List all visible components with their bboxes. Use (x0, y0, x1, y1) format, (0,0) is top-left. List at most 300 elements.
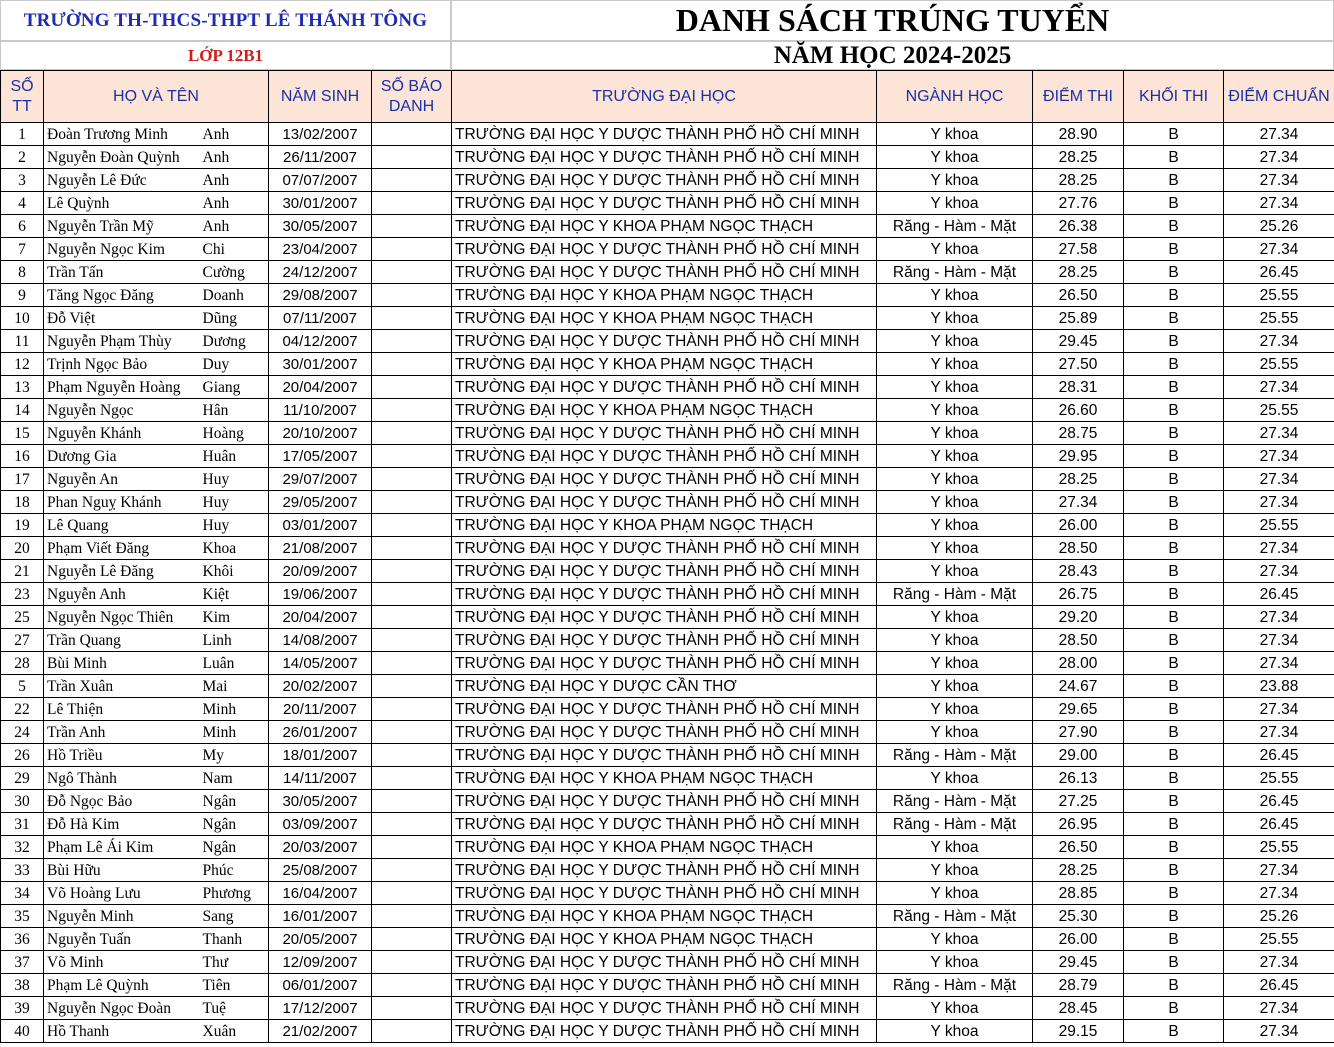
cell-score: 27.58 (1033, 238, 1124, 261)
cell-stt: 29 (1, 767, 44, 790)
cell-block: B (1124, 836, 1224, 859)
cell-block: B (1124, 284, 1224, 307)
cell-family-name: Đỗ Ngọc Bảo (44, 790, 201, 813)
cell-given-name: Ngân (201, 790, 269, 813)
col-header-block: KHỐI THI (1124, 71, 1224, 123)
cell-family-name: Nguyễn Minh (44, 905, 201, 928)
cell-birthdate: 03/09/2007 (269, 813, 372, 836)
cell-cutoff: 25.55 (1224, 767, 1334, 790)
cell-birthdate: 29/07/2007 (269, 468, 372, 491)
cell-family-name: Tăng Ngọc Đăng (44, 284, 201, 307)
table-row (1, 859, 1334, 882)
cell-cutoff: 25.26 (1224, 215, 1334, 238)
cell-major: Y khoa (877, 284, 1033, 307)
cell-score: 28.75 (1033, 422, 1124, 445)
cell-score: 28.50 (1033, 629, 1124, 652)
cell-cutoff: 27.34 (1224, 146, 1334, 169)
cell-candidate-number (372, 468, 452, 491)
cell-given-name: Ngân (201, 813, 269, 836)
cell-stt: 34 (1, 882, 44, 905)
cell-family-name: Phạm Viết Đăng (44, 537, 201, 560)
cell-university: TRƯỜNG ĐẠI HỌC Y DƯỢC THÀNH PHỐ HỒ CHÍ MINH (452, 261, 877, 284)
cell-block: B (1124, 330, 1224, 353)
cell-score: 29.45 (1033, 951, 1124, 974)
cell-given-name: Huy (201, 468, 269, 491)
cell-given-name: Hân (201, 399, 269, 422)
cell-stt: 23 (1, 583, 44, 606)
cell-stt: 5 (1, 675, 44, 698)
cell-candidate-number (372, 284, 452, 307)
cell-cutoff: 27.34 (1224, 859, 1334, 882)
school-name: TRƯỜNG TH-THCS-THPT LÊ THÁNH TÔNG (0, 0, 451, 41)
cell-candidate-number (372, 583, 452, 606)
col-header-major: NGÀNH HỌC (877, 71, 1033, 123)
table-row (1, 422, 1334, 445)
cell-candidate-number (372, 123, 452, 146)
cell-major: Y khoa (877, 192, 1033, 215)
cell-candidate-number (372, 445, 452, 468)
cell-given-name: Sang (201, 905, 269, 928)
table-header-row (1, 71, 1334, 123)
cell-given-name: Anh (201, 192, 269, 215)
cell-university: TRƯỜNG ĐẠI HỌC Y DƯỢC THÀNH PHỐ HỒ CHÍ MINH (452, 744, 877, 767)
cell-stt: 14 (1, 399, 44, 422)
cell-major: Y khoa (877, 836, 1033, 859)
table-row (1, 974, 1334, 997)
class-label: LỚP 12B1 (0, 41, 451, 70)
cell-family-name: Bùi Minh (44, 652, 201, 675)
cell-block: B (1124, 192, 1224, 215)
cell-family-name: Nguyễn Phạm Thùy (44, 330, 201, 353)
cell-major: Y khoa (877, 238, 1033, 261)
col-header-name: HỌ VÀ TÊN (44, 71, 269, 123)
cell-cutoff: 26.45 (1224, 583, 1334, 606)
cell-major: Răng - Hàm - Mặt (877, 813, 1033, 836)
cell-cutoff: 27.34 (1224, 606, 1334, 629)
table-row (1, 514, 1334, 537)
cell-university: TRƯỜNG ĐẠI HỌC Y KHOA PHẠM NGỌC THẠCH (452, 284, 877, 307)
cell-family-name: Nguyễn Đoàn Quỳnh (44, 146, 201, 169)
cell-given-name: Doanh (201, 284, 269, 307)
cell-cutoff: 27.34 (1224, 491, 1334, 514)
cell-block: B (1124, 376, 1224, 399)
cell-major: Y khoa (877, 514, 1033, 537)
cell-score: 28.25 (1033, 859, 1124, 882)
cell-major: Y khoa (877, 445, 1033, 468)
cell-block: B (1124, 583, 1224, 606)
cell-score: 27.76 (1033, 192, 1124, 215)
cell-block: B (1124, 353, 1224, 376)
cell-block: B (1124, 767, 1224, 790)
cell-major: Y khoa (877, 537, 1033, 560)
cell-candidate-number (372, 560, 452, 583)
cell-cutoff: 27.34 (1224, 629, 1334, 652)
table-row (1, 583, 1334, 606)
cell-score: 27.34 (1033, 491, 1124, 514)
cell-candidate-number (372, 261, 452, 284)
table-row (1, 560, 1334, 583)
cell-score: 26.00 (1033, 928, 1124, 951)
cell-stt: 1 (1, 123, 44, 146)
cell-family-name: Ngô Thành (44, 767, 201, 790)
cell-stt: 39 (1, 997, 44, 1020)
cell-family-name: Đỗ Hà Kim (44, 813, 201, 836)
cell-given-name: Duy (201, 353, 269, 376)
table-row (1, 1020, 1334, 1043)
cell-birthdate: 21/02/2007 (269, 1020, 372, 1043)
table-row (1, 652, 1334, 675)
cell-given-name: Dương (201, 330, 269, 353)
cell-block: B (1124, 307, 1224, 330)
cell-stt: 4 (1, 192, 44, 215)
cell-block: B (1124, 399, 1224, 422)
cell-major: Y khoa (877, 721, 1033, 744)
cell-major: Răng - Hàm - Mặt (877, 974, 1033, 997)
cell-birthdate: 26/01/2007 (269, 721, 372, 744)
cell-birthdate: 21/08/2007 (269, 537, 372, 560)
table-row (1, 744, 1334, 767)
cell-birthdate: 03/01/2007 (269, 514, 372, 537)
cell-university: TRƯỜNG ĐẠI HỌC Y DƯỢC THÀNH PHỐ HỒ CHÍ MINH (452, 583, 877, 606)
cell-university: TRƯỜNG ĐẠI HỌC Y DƯỢC THÀNH PHỐ HỒ CHÍ MINH (452, 606, 877, 629)
cell-major: Y khoa (877, 951, 1033, 974)
cell-given-name: Phúc (201, 859, 269, 882)
cell-cutoff: 27.34 (1224, 422, 1334, 445)
cell-block: B (1124, 445, 1224, 468)
cell-score: 28.79 (1033, 974, 1124, 997)
col-header-university: TRƯỜNG ĐẠI HỌC (452, 71, 877, 123)
cell-candidate-number (372, 376, 452, 399)
cell-stt: 15 (1, 422, 44, 445)
cell-major: Y khoa (877, 652, 1033, 675)
cell-score: 26.38 (1033, 215, 1124, 238)
cell-given-name: Anh (201, 215, 269, 238)
cell-major: Răng - Hàm - Mặt (877, 583, 1033, 606)
cell-birthdate: 20/04/2007 (269, 376, 372, 399)
cell-given-name: Minh (201, 698, 269, 721)
cell-family-name: Nguyễn An (44, 468, 201, 491)
cell-university: TRƯỜNG ĐẠI HỌC Y DƯỢC THÀNH PHỐ HỒ CHÍ MINH (452, 813, 877, 836)
table-row (1, 905, 1334, 928)
cell-birthdate: 20/02/2007 (269, 675, 372, 698)
table-row (1, 284, 1334, 307)
cell-family-name: Trần Anh (44, 721, 201, 744)
cell-birthdate: 23/04/2007 (269, 238, 372, 261)
cell-university: TRƯỜNG ĐẠI HỌC Y DƯỢC THÀNH PHỐ HỒ CHÍ MINH (452, 422, 877, 445)
cell-score: 26.95 (1033, 813, 1124, 836)
cell-score: 28.25 (1033, 169, 1124, 192)
cell-family-name: Nguyễn Lê Đăng (44, 560, 201, 583)
table-row (1, 146, 1334, 169)
cell-cutoff: 27.34 (1224, 537, 1334, 560)
cell-birthdate: 06/01/2007 (269, 974, 372, 997)
cell-major: Y khoa (877, 307, 1033, 330)
cell-stt: 36 (1, 928, 44, 951)
cell-block: B (1124, 238, 1224, 261)
cell-family-name: Trịnh Ngọc Bảo (44, 353, 201, 376)
cell-given-name: Linh (201, 629, 269, 652)
cell-birthdate: 20/10/2007 (269, 422, 372, 445)
col-header-birth: NĂM SINH (269, 71, 372, 123)
cell-family-name: Lê Quang (44, 514, 201, 537)
cell-family-name: Nguyễn Ngọc Đoàn (44, 997, 201, 1020)
cell-family-name: Phạm Lê Ái Kim (44, 836, 201, 859)
cell-cutoff: 27.34 (1224, 123, 1334, 146)
cell-stt: 38 (1, 974, 44, 997)
cell-birthdate: 24/12/2007 (269, 261, 372, 284)
cell-stt: 18 (1, 491, 44, 514)
cell-block: B (1124, 698, 1224, 721)
cell-given-name: Kim (201, 606, 269, 629)
cell-university: TRƯỜNG ĐẠI HỌC Y DƯỢC THÀNH PHỐ HỒ CHÍ MINH (452, 698, 877, 721)
cell-given-name: Tuệ (201, 997, 269, 1020)
cell-cutoff: 27.34 (1224, 997, 1334, 1020)
cell-given-name: Khoa (201, 537, 269, 560)
cell-stt: 2 (1, 146, 44, 169)
cell-university: TRƯỜNG ĐẠI HỌC Y DƯỢC THÀNH PHỐ HỒ CHÍ MINH (452, 974, 877, 997)
cell-major: Răng - Hàm - Mặt (877, 215, 1033, 238)
cell-family-name: Hồ Triều (44, 744, 201, 767)
cell-score: 26.00 (1033, 514, 1124, 537)
cell-given-name: My (201, 744, 269, 767)
cell-university: TRƯỜNG ĐẠI HỌC Y KHOA PHẠM NGỌC THẠCH (452, 514, 877, 537)
cell-birthdate: 04/12/2007 (269, 330, 372, 353)
cell-cutoff: 25.55 (1224, 399, 1334, 422)
cell-block: B (1124, 859, 1224, 882)
cell-university: TRƯỜNG ĐẠI HỌC Y DƯỢC THÀNH PHỐ HỒ CHÍ MINH (452, 491, 877, 514)
table-row (1, 399, 1334, 422)
cell-candidate-number (372, 790, 452, 813)
table-row (1, 790, 1334, 813)
cell-block: B (1124, 491, 1224, 514)
cell-university: TRƯỜNG ĐẠI HỌC Y DƯỢC CẦN THƠ (452, 675, 877, 698)
cell-birthdate: 30/05/2007 (269, 215, 372, 238)
cell-candidate-number (372, 399, 452, 422)
cell-birthdate: 13/02/2007 (269, 123, 372, 146)
cell-major: Răng - Hàm - Mặt (877, 790, 1033, 813)
cell-family-name: Phạm Nguyễn Hoàng (44, 376, 201, 399)
cell-stt: 12 (1, 353, 44, 376)
cell-cutoff: 25.55 (1224, 307, 1334, 330)
cell-score: 28.43 (1033, 560, 1124, 583)
cell-major: Răng - Hàm - Mặt (877, 905, 1033, 928)
cell-university: TRƯỜNG ĐẠI HỌC Y KHOA PHẠM NGỌC THẠCH (452, 836, 877, 859)
cell-given-name: Mai (201, 675, 269, 698)
cell-university: TRƯỜNG ĐẠI HỌC Y DƯỢC THÀNH PHỐ HỒ CHÍ MINH (452, 146, 877, 169)
cell-candidate-number (372, 1020, 452, 1043)
cell-score: 28.25 (1033, 146, 1124, 169)
cell-stt: 20 (1, 537, 44, 560)
cell-score: 28.45 (1033, 997, 1124, 1020)
page-title: DANH SÁCH TRÚNG TUYỂN (451, 0, 1334, 41)
table-row (1, 629, 1334, 652)
cell-birthdate: 17/05/2007 (269, 445, 372, 468)
cell-family-name: Đỗ Việt (44, 307, 201, 330)
cell-candidate-number (372, 813, 452, 836)
cell-birthdate: 30/01/2007 (269, 192, 372, 215)
cell-university: TRƯỜNG ĐẠI HỌC Y KHOA PHẠM NGỌC THẠCH (452, 928, 877, 951)
cell-major: Răng - Hàm - Mặt (877, 744, 1033, 767)
cell-stt: 26 (1, 744, 44, 767)
cell-block: B (1124, 813, 1224, 836)
cell-stt: 25 (1, 606, 44, 629)
cell-candidate-number (372, 928, 452, 951)
cell-cutoff: 27.34 (1224, 192, 1334, 215)
cell-family-name: Trần Quang (44, 629, 201, 652)
cell-cutoff: 27.34 (1224, 169, 1334, 192)
cell-block: B (1124, 721, 1224, 744)
cell-score: 29.65 (1033, 698, 1124, 721)
cell-cutoff: 26.45 (1224, 813, 1334, 836)
cell-stt: 21 (1, 560, 44, 583)
cell-candidate-number (372, 353, 452, 376)
cell-candidate-number (372, 606, 452, 629)
cell-score: 29.00 (1033, 744, 1124, 767)
cell-candidate-number (372, 514, 452, 537)
cell-block: B (1124, 675, 1224, 698)
cell-stt: 30 (1, 790, 44, 813)
cell-given-name: Luân (201, 652, 269, 675)
cell-birthdate: 14/05/2007 (269, 652, 372, 675)
cell-birthdate: 12/09/2007 (269, 951, 372, 974)
cell-score: 28.90 (1033, 123, 1124, 146)
cell-university: TRƯỜNG ĐẠI HỌC Y DƯỢC THÀNH PHỐ HỒ CHÍ MINH (452, 238, 877, 261)
cell-given-name: Tiên (201, 974, 269, 997)
cell-birthdate: 20/05/2007 (269, 928, 372, 951)
cell-major: Y khoa (877, 123, 1033, 146)
cell-university: TRƯỜNG ĐẠI HỌC Y KHOA PHẠM NGỌC THẠCH (452, 767, 877, 790)
cell-score: 28.50 (1033, 537, 1124, 560)
cell-candidate-number (372, 215, 452, 238)
cell-stt: 28 (1, 652, 44, 675)
table-row (1, 882, 1334, 905)
cell-family-name: Nguyễn Anh (44, 583, 201, 606)
cell-family-name: Lê Thiện (44, 698, 201, 721)
cell-major: Y khoa (877, 376, 1033, 399)
cell-university: TRƯỜNG ĐẠI HỌC Y DƯỢC THÀNH PHỐ HỒ CHÍ MINH (452, 882, 877, 905)
cell-given-name: Cường (201, 261, 269, 284)
table-row (1, 698, 1334, 721)
table-row (1, 215, 1334, 238)
cell-cutoff: 23.88 (1224, 675, 1334, 698)
cell-cutoff: 25.55 (1224, 514, 1334, 537)
cell-cutoff: 25.55 (1224, 353, 1334, 376)
cell-score: 29.15 (1033, 1020, 1124, 1043)
cell-given-name: Anh (201, 123, 269, 146)
table-row (1, 192, 1334, 215)
cell-major: Y khoa (877, 491, 1033, 514)
cell-cutoff: 27.34 (1224, 560, 1334, 583)
cell-university: TRƯỜNG ĐẠI HỌC Y DƯỢC THÀNH PHỐ HỒ CHÍ MINH (452, 445, 877, 468)
cell-family-name: Bùi Hữu (44, 859, 201, 882)
cell-university: TRƯỜNG ĐẠI HỌC Y KHOA PHẠM NGỌC THẠCH (452, 215, 877, 238)
cell-birthdate: 25/08/2007 (269, 859, 372, 882)
cell-university: TRƯỜNG ĐẠI HỌC Y DƯỢC THÀNH PHỐ HỒ CHÍ MINH (452, 997, 877, 1020)
cell-university: TRƯỜNG ĐẠI HỌC Y DƯỢC THÀNH PHỐ HỒ CHÍ MINH (452, 1020, 877, 1043)
cell-birthdate: 26/11/2007 (269, 146, 372, 169)
cell-score: 28.31 (1033, 376, 1124, 399)
cell-block: B (1124, 928, 1224, 951)
cell-stt: 10 (1, 307, 44, 330)
cell-major: Y khoa (877, 353, 1033, 376)
cell-major: Y khoa (877, 1020, 1033, 1043)
cell-family-name: Nguyễn Ngọc Kim (44, 238, 201, 261)
cell-score: 26.50 (1033, 836, 1124, 859)
cell-block: B (1124, 560, 1224, 583)
cell-cutoff: 27.34 (1224, 951, 1334, 974)
cell-candidate-number (372, 744, 452, 767)
cell-stt: 24 (1, 721, 44, 744)
cell-stt: 3 (1, 169, 44, 192)
cell-score: 28.85 (1033, 882, 1124, 905)
school-year: NĂM HỌC 2024-2025 (451, 41, 1334, 70)
cell-given-name: Nam (201, 767, 269, 790)
cell-birthdate: 30/01/2007 (269, 353, 372, 376)
cell-birthdate: 07/11/2007 (269, 307, 372, 330)
cell-cutoff: 25.55 (1224, 836, 1334, 859)
cell-candidate-number (372, 675, 452, 698)
cell-university: TRƯỜNG ĐẠI HỌC Y DƯỢC THÀNH PHỐ HỒ CHÍ MINH (452, 951, 877, 974)
cell-family-name: Nguyễn Ngọc (44, 399, 201, 422)
cell-family-name: Nguyễn Lê Đức (44, 169, 201, 192)
table-row (1, 330, 1334, 353)
cell-score: 25.30 (1033, 905, 1124, 928)
cell-score: 28.25 (1033, 261, 1124, 284)
cell-score: 26.50 (1033, 284, 1124, 307)
cell-block: B (1124, 169, 1224, 192)
cell-major: Y khoa (877, 698, 1033, 721)
cell-university: TRƯỜNG ĐẠI HỌC Y DƯỢC THÀNH PHỐ HỒ CHÍ MINH (452, 537, 877, 560)
cell-candidate-number (372, 491, 452, 514)
cell-university: TRƯỜNG ĐẠI HỌC Y DƯỢC THÀNH PHỐ HỒ CHÍ MINH (452, 629, 877, 652)
cell-score: 29.45 (1033, 330, 1124, 353)
cell-stt: 7 (1, 238, 44, 261)
cell-stt: 6 (1, 215, 44, 238)
cell-cutoff: 25.26 (1224, 905, 1334, 928)
cell-given-name: Kiệt (201, 583, 269, 606)
cell-university: TRƯỜNG ĐẠI HỌC Y DƯỢC THÀNH PHỐ HỒ CHÍ MINH (452, 560, 877, 583)
cell-candidate-number (372, 951, 452, 974)
cell-family-name: Phan Nguỵ Khánh (44, 491, 201, 514)
cell-score: 29.20 (1033, 606, 1124, 629)
cell-cutoff: 26.45 (1224, 974, 1334, 997)
cell-family-name: Trần Tấn (44, 261, 201, 284)
cell-university: TRƯỜNG ĐẠI HỌC Y DƯỢC THÀNH PHỐ HỒ CHÍ MINH (452, 652, 877, 675)
cell-university: TRƯỜNG ĐẠI HỌC Y KHOA PHẠM NGỌC THẠCH (452, 307, 877, 330)
cell-major: Y khoa (877, 859, 1033, 882)
cell-cutoff: 27.34 (1224, 330, 1334, 353)
cell-block: B (1124, 951, 1224, 974)
cell-major: Y khoa (877, 560, 1033, 583)
cell-major: Y khoa (877, 468, 1033, 491)
cell-major: Y khoa (877, 169, 1033, 192)
cell-birthdate: 14/11/2007 (269, 767, 372, 790)
cell-block: B (1124, 146, 1224, 169)
cell-given-name: Hoàng (201, 422, 269, 445)
cell-candidate-number (372, 905, 452, 928)
cell-university: TRƯỜNG ĐẠI HỌC Y KHOA PHẠM NGỌC THẠCH (452, 399, 877, 422)
table-row (1, 376, 1334, 399)
cell-stt: 37 (1, 951, 44, 974)
cell-given-name: Phương (201, 882, 269, 905)
cell-family-name: Nguyễn Tuấn (44, 928, 201, 951)
cell-score: 26.13 (1033, 767, 1124, 790)
table-row (1, 537, 1334, 560)
cell-family-name: Nguyễn Trần Mỹ (44, 215, 201, 238)
cell-block: B (1124, 1020, 1224, 1043)
cell-stt: 19 (1, 514, 44, 537)
cell-stt: 11 (1, 330, 44, 353)
